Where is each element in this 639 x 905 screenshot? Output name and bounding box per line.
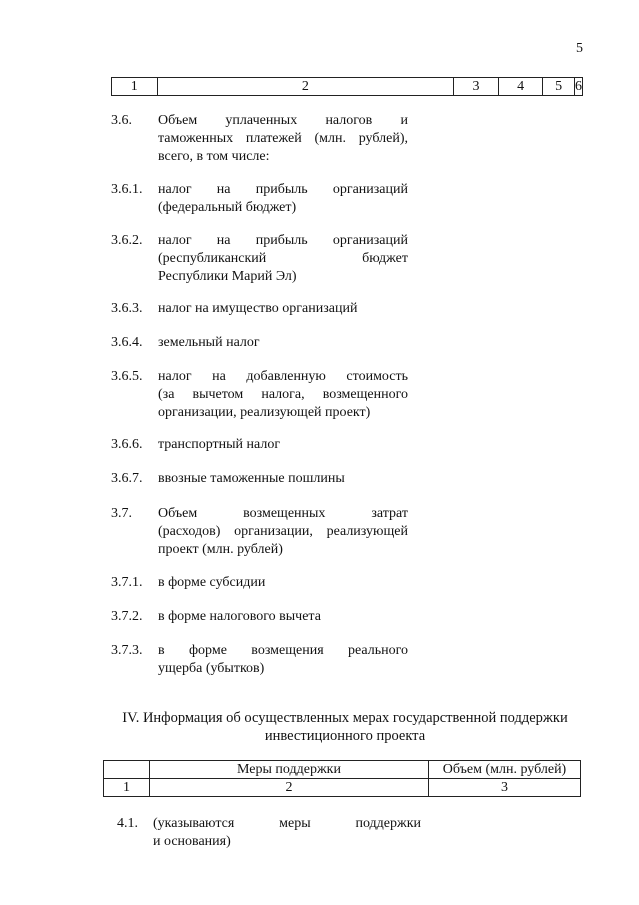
column-number: 5 xyxy=(543,78,575,95)
item-number: 3.6.4. xyxy=(111,335,143,350)
table-cell: 1 xyxy=(104,779,150,797)
table-cell: 3 xyxy=(429,779,581,797)
item-number: 3.7.1. xyxy=(111,575,143,590)
item-text: ввозные таможенные пошлины xyxy=(158,471,345,486)
item-number: 3.6.3. xyxy=(111,301,143,316)
section-title xyxy=(90,709,600,745)
item-number: 3.6.1. xyxy=(111,182,143,197)
section-title-line: инвестиционного проекта xyxy=(264,728,426,744)
column-number: 6 xyxy=(575,79,583,94)
section-title-line: IV. Информация об осуществленных мерах государственной поддержки xyxy=(122,710,568,726)
item-text: налог на добавленную стоимость (за вычетом налога, возмещенного организации, реализующей проект) xyxy=(158,369,408,420)
item-number: 3.7.3. xyxy=(111,643,143,658)
table-cell: 2 xyxy=(150,779,429,797)
column-number: 2 xyxy=(158,78,455,95)
item-text: в форме субсидии xyxy=(158,575,266,590)
item-text: транспортный налог xyxy=(158,437,281,452)
table-row xyxy=(104,779,581,797)
column-number: 4 xyxy=(499,78,544,95)
item-text: (указываются меры поддержки и основания) xyxy=(153,816,421,849)
item-number: 3.6.6. xyxy=(111,437,143,452)
column-number: 1 xyxy=(112,78,158,95)
item-text: налог на имущество организаций xyxy=(158,301,358,316)
column-number: 3 xyxy=(454,78,499,95)
item-text: Объем возмещенных затрат (расходов) организации, реализующей проект (млн. рублей) xyxy=(158,506,408,557)
item-text: в форме возмещения реального ущерба (убытков) xyxy=(158,643,408,676)
support-measures-table xyxy=(103,760,581,797)
item-text: в форме налогового вычета xyxy=(158,609,321,624)
item-number: 3.6.5. xyxy=(111,369,143,384)
item-text: налог на прибыль организаций (республиканский бюджет Республики Марий Эл) xyxy=(158,233,408,284)
item-number: 3.7.2. xyxy=(111,609,143,624)
item-number: 3.6.7. xyxy=(111,471,143,486)
table-header-cell xyxy=(104,761,150,779)
item-number: 4.1. xyxy=(117,816,138,831)
item-number: 3.6. xyxy=(111,113,132,128)
table-header-cell: Объем (млн. рублей) xyxy=(429,761,581,779)
item-number: 3.6.2. xyxy=(111,233,143,248)
item-text: Объем уплаченных налогов и таможенных платежей (млн. рублей), всего, в том числе: xyxy=(158,113,408,164)
item-number: 3.7. xyxy=(111,506,132,521)
item-text: налог на прибыль организаций (федеральный бюджет) xyxy=(158,182,408,215)
item-text: земельный налог xyxy=(158,335,260,350)
column-number-header xyxy=(111,77,583,96)
page-number: 5 xyxy=(576,41,583,56)
table-header-cell: Меры поддержки xyxy=(150,761,429,779)
table-header-row xyxy=(104,761,581,779)
